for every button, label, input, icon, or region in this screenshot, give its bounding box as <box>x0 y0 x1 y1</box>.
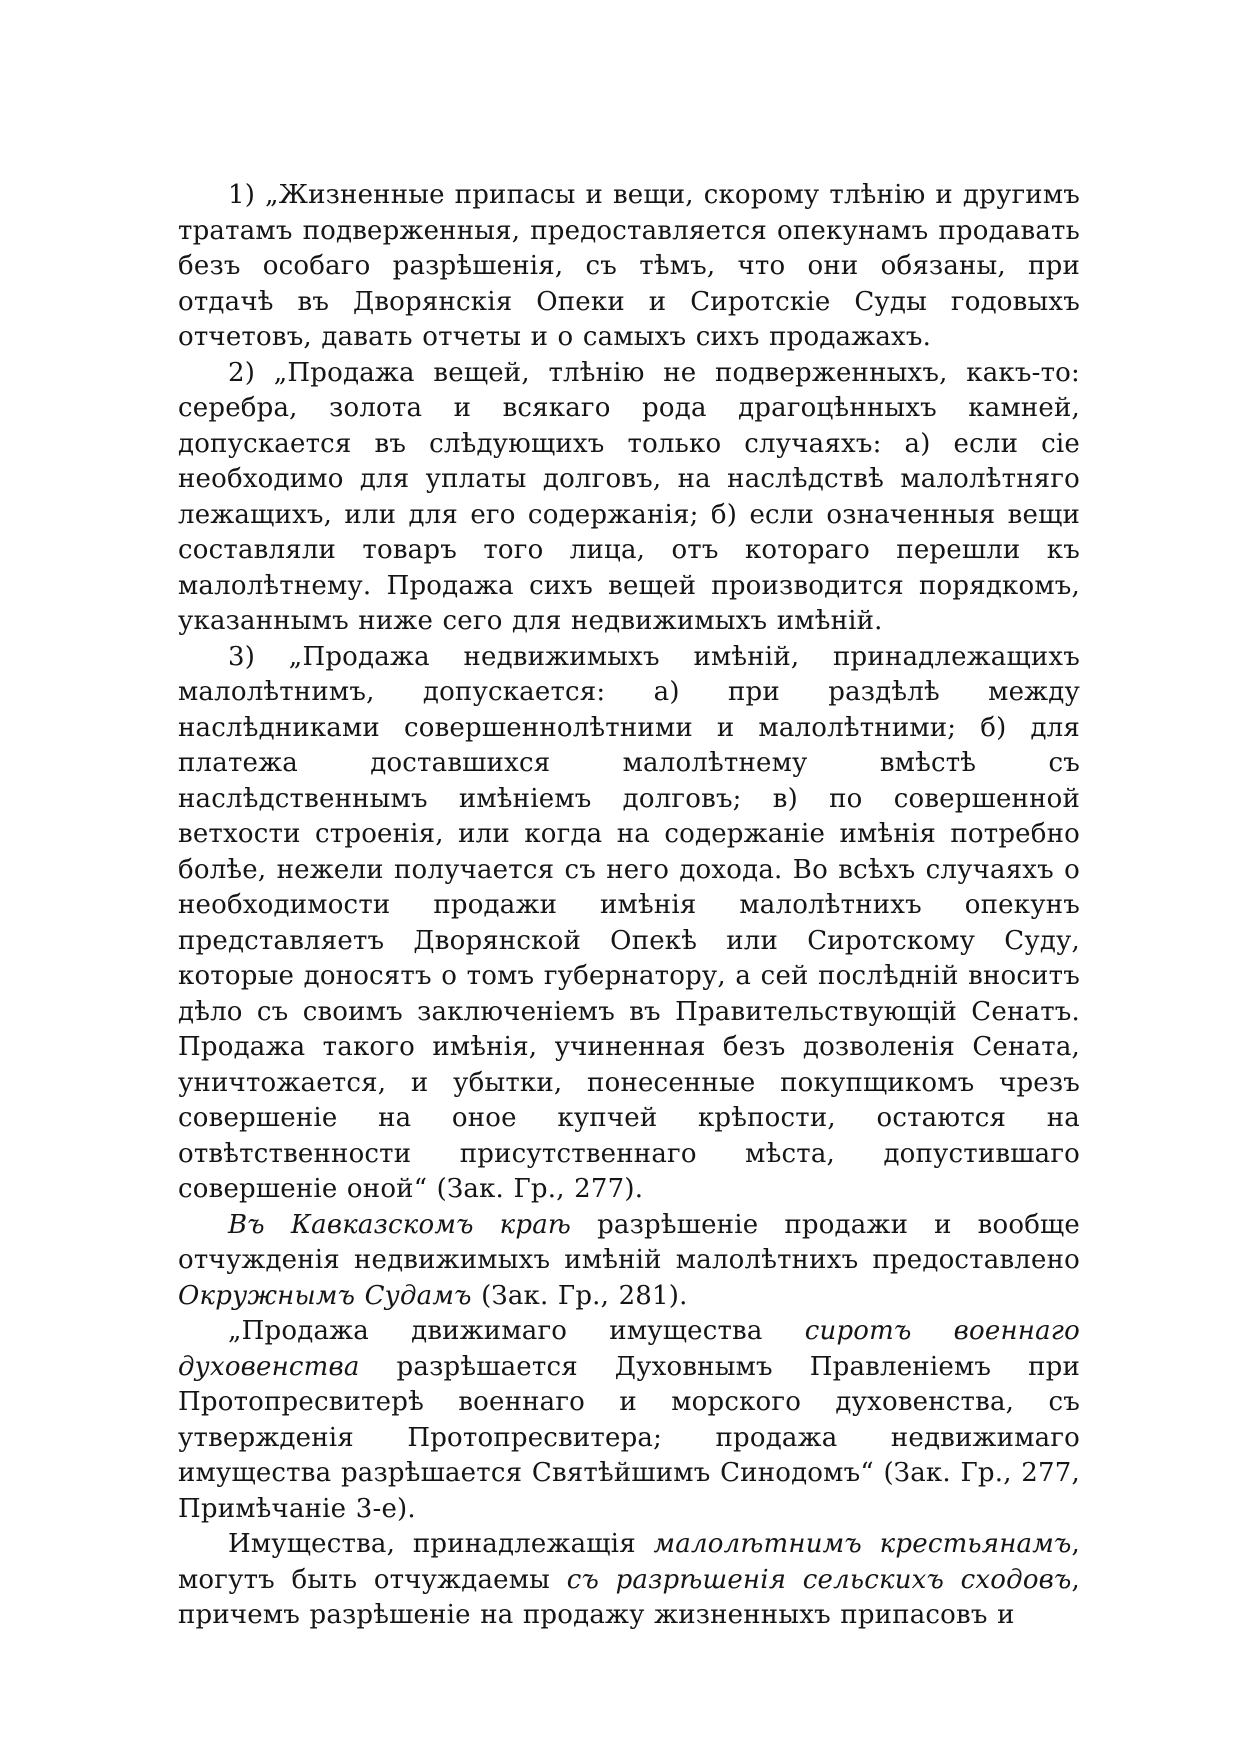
text-run: разрѣшеніе продажи и вообще отчужденія недвижимыхъ имѣній малолѣтнихъ предоставлено <box>178 1209 1081 1275</box>
paragraph-3-real-estate-sale <box>178 640 1080 1208</box>
text-run: разрѣшается Духовнымъ Правленіемъ при Протопресвитерѣ военнаго и морского духовенства, съ утвержденія Протопресвитера; продажа недвижимаго имущества разрѣшается Святѣйшимъ Синодомъ“ (Зак. Гр., 277, Примѣчаніе 3-е). <box>178 1351 1080 1524</box>
paragraph-4-caucasus-region <box>178 1208 1080 1315</box>
text-run: , причемъ разрѣшеніе на продажу жизненныхъ припасовъ и <box>178 1564 1080 1630</box>
text-run: Имущества, принадлежащія <box>228 1529 654 1559</box>
italic-phrase: Окружнымъ Судамъ <box>178 1280 472 1311</box>
text-run: 3) „Продажа недвижимыхъ имѣній, принадлежащихъ малолѣтнимъ, допускается: а) при раздѣлѣ между наслѣдниками совершеннолѣтними и малолѣтними; б) для платежа доставшихся малолѣтнему вмѣстѣ съ наслѣдственнымъ имѣніемъ долговъ; в) по совершенной ветхости строенія, или когда на содержаніе имѣнія потребно болѣе, нежели получается съ него дохода. Во всѣхъ случаяхъ о необходимости продажи имѣнія малолѣтнихъ опекунъ представляетъ Дворянской Опекѣ или Сиротскому Суду, которые доносятъ о томъ губернатору, а сей послѣдній вноситъ дѣло съ своимъ заключеніемъ въ Правительствующій Сенатъ. Продажа такого имѣнія, учиненная безъ дозволенія Сената, уничтожается, и убытки, понесенные покупщикомъ чрезъ совершеніе на оное купчей крѣпости, остаются на отвѣтственности присутственнаго мѣста, допустившаго совершеніе оной“ (Зак. Гр., 277). <box>178 641 1080 1204</box>
text-run: 2) „Продажа вещей, тлѣнію не подверженныхъ, какъ-то: серебра, золота и всякаго рода драгоцѣнныхъ камней, допускается въ слѣдующихъ только случаяхъ: а) если сіе необходимо для уплаты долговъ, на наслѣдствѣ малолѣтняго лежащихъ, или для его содержанія; б) если означенныя вещи составляли товаръ того лица, отъ котораго перешли къ малолѣтнему. Продажа сихъ вещей производится порядкомъ, указаннымъ ниже сего для недвижимыхъ имѣній. <box>178 357 1080 636</box>
italic-phrase: сиротъ военнаго духовенства <box>178 1316 1080 1382</box>
paragraph-1-perishable-goods <box>178 178 1080 356</box>
paragraph-2-valuables-sale <box>178 356 1080 640</box>
page-body <box>178 178 1081 1630</box>
text-run: 1) „Жизненные припасы и вещи, скорому тлѣнію и другимъ тратамъ подверженныя, предоставляется опекунамъ продавать безъ особаго разрѣшенія, съ тѣмъ, что они обязаны, при отдачѣ въ Дворянскія Опеки и Сиротскіе Суды годовыхъ отчетовъ, давать отчеты и о самыхъ сихъ продажахъ. <box>178 180 1080 352</box>
text-run: „Продажа движимаго имущества <box>228 1316 805 1346</box>
italic-phrase: съ разрѣшенія сельскихъ сходовъ <box>566 1564 1072 1595</box>
italic-phrase: малолѣтнимъ крестьянамъ <box>653 1529 1072 1559</box>
italic-phrase: Въ Кавказскомъ краѣ <box>228 1209 572 1240</box>
paragraph-6-peasant-minors <box>178 1527 1080 1634</box>
text-run: , могутъ быть отчуждаемы <box>178 1529 1080 1595</box>
paragraph-5-military-clergy-orphans <box>178 1314 1080 1527</box>
text-run: (Зак. Гр., 281). <box>471 1280 688 1311</box>
